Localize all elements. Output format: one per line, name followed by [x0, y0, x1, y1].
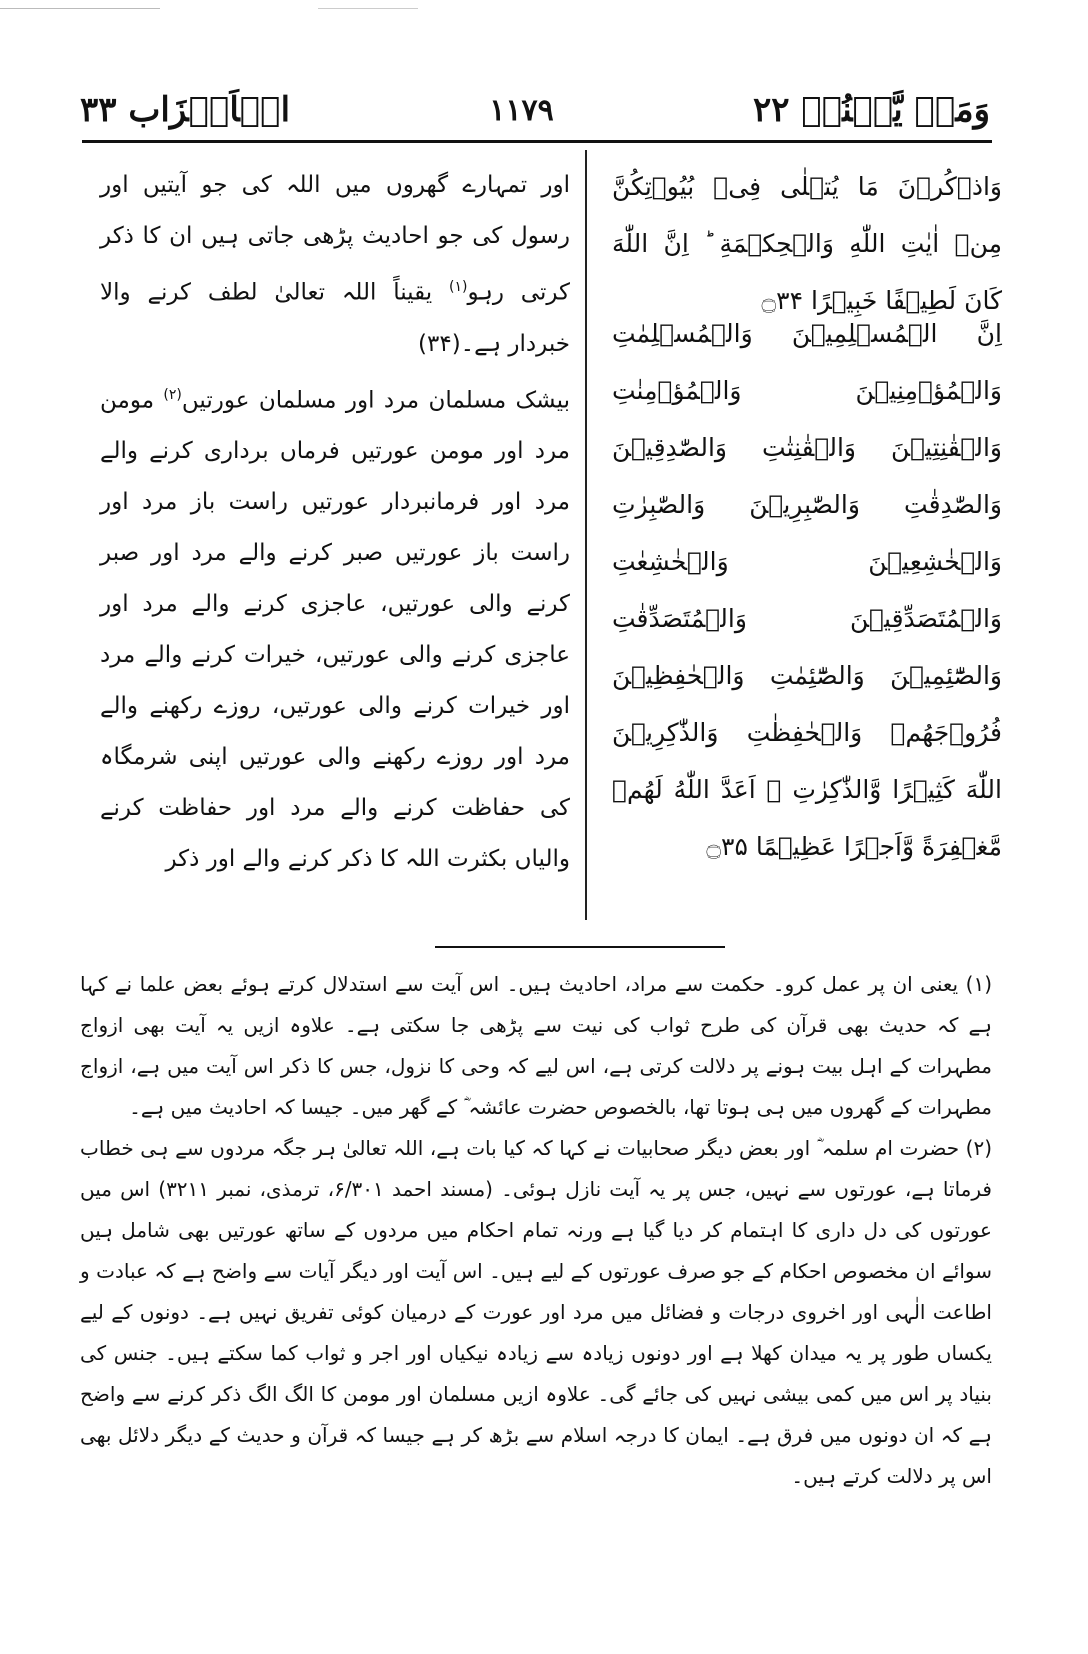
- urdu-translation: [100, 160, 570, 885]
- footnotes: [80, 964, 992, 1497]
- page-number: ۱۱۷۹: [489, 92, 554, 128]
- footnote-marker-1: (۱): [449, 279, 468, 295]
- urdu-35-part-b: مومن مرد اور مومن عورتیں فرماں برداری کرنے والے مرد اور فرمانبردار عورتیں راست باز مرد اور راست باز عورتیں صبر کرنے والے مرد اور صبر کرنے والی عورتیں، عاجزی کرنے والے مرد اور عاجزی کرنے والی عورتیں، خیرات کرنے والے مرد اور خیرات کرنے والی عورتیں، روزے رکھنے والے مرد اور روزے رکھنے والی عورتیں اپنی شرمگاہ کی حفاظت کرنے والے مرد اور حفاظت کرنے والیاں بکثرت اللہ کا ذکر کرنے والے اور ذکر: [100, 387, 570, 873]
- arabic-verse-34-text: وَاذۡكُرۡنَ مَا يُتۡلٰى فِىۡ بُيُوۡتِكُنَّ مِنۡ اٰيٰتِ اللّٰهِ وَالۡحِكۡمَةِ ؕ اِنَّ اللّٰهَ كَانَ لَطِيۡفًا خَبِيۡرًا ۝۳۴: [612, 172, 1002, 315]
- column-divider: [585, 150, 587, 920]
- footnote-rule: [435, 946, 725, 948]
- top-rule-center: [318, 8, 418, 9]
- arabic-verse-34: [612, 158, 1002, 329]
- header-rule: [82, 140, 992, 143]
- footnote-marker-2: (۲): [163, 386, 182, 403]
- urdu-34-part-a: اور تمہارے گھروں میں اللہ کی جو آیتیں اور رسول کی جو احادیث پڑھی جاتی ہیں ان کا ذکر کرتی رہو: [100, 172, 570, 306]
- footnote-1: (۱) یعنی ان پر عمل کرو۔ حکمت سے مراد، احادیث ہیں۔ اس آیت سے استدلال کرتے ہوئے بعض علما نے کہا ہے کہ حدیث بھی قرآن کی طرح ثواب کی نیت سے پڑھی جا سکتی ہے۔ علاوہ ازیں یہ آیت بھی ازواج مطہرات کے اہل بیت ہونے پر دلالت کرتی ہے، اس لیے کہ وحی کا نزول، جس کا ذکر اس آیت میں ہے، ازواج مطہرات کے گھروں میں ہی ہوتا تھا، بالخصوص حضرت عائشہ ؓ کے گھر میں۔ جیسا کہ احادیث میں ہے۔: [80, 972, 992, 1119]
- footnote-2: (۲) حضرت ام سلمہ ؓ اور بعض دیگر صحابیات نے کہا کہ کیا بات ہے، اللہ تعالیٰ ہر جگہ مردوں سے ہی خطاب فرماتا ہے، عورتوں سے نہیں، جس پر یہ آیت نازل ہوئی۔ (مسند احمد ۶/۳۰۱، ترمذی، نمبر ۳۲۱۱) اس میں عورتوں کی دل داری کا اہتمام کر دیا گیا ہے ورنہ تمام احکام میں مردوں کے ساتھ عورتیں بھی شامل ہیں سوائے ان مخصوص احکام کے جو صرف عورتوں کے لیے ہیں۔ اس آیت اور دیگر آیات سے واضح ہے کہ عبادت و اطاعت الٰہی اور اخروی درجات و فضائل میں مرد اور عورت کے درمیان کوئی تفریق نہیں ہے۔ دونوں کے لیے یکساں طور پر یہ میدان کھلا ہے اور دونوں زیادہ سے زیادہ نیکیاں اور اجر و ثواب کما سکتے ہیں۔ جنس کی بنیاد پر اس میں کمی بیشی نہیں کی جائے گی۔ علاوہ ازیں مسلمان اور مومن کا الگ الگ ذکر کرنے سے واضح ہے کہ ان دونوں میں فرق ہے۔ ایمان کا درجہ اسلام سے بڑھ کر ہے جیسا کہ قرآن و حدیث کے دیگر دلائل بھی اس پر دلالت کرتے ہیں۔: [80, 1136, 992, 1488]
- surah-title: الۡاَحۡزَاب ۳۳: [80, 90, 291, 130]
- urdu-35-part-a: بیشک مسلمان مرد اور مسلمان عورتیں: [181, 387, 570, 414]
- urdu-34-part-b: یقیناً اللہ تعالیٰ لطف کرنے والا خبردار ہے۔(۳۴): [100, 279, 570, 357]
- urdu-translation-34: [100, 160, 570, 370]
- arabic-verse-35-text: اِنَّ الۡمُسۡلِمِيۡنَ وَالۡمُسۡلِمٰتِ وَالۡمُؤۡمِنِيۡنَ وَالۡمُؤۡمِنٰتِ وَالۡقٰنِتِيۡنَ وَالۡقٰنِتٰتِ وَالصّٰدِقِيۡنَ وَالصّٰدِقٰتِ وَالصّٰبِرِيۡنَ وَالصّٰبِرٰتِ وَالۡخٰشِعِيۡنَ وَالۡخٰشِعٰتِ وَالۡمُتَصَدِّقِيۡنَ وَالۡمُتَصَدِّقٰتِ وَالصّٰٓئِمِيۡنَ وَالصّٰٓئِمٰتِ وَالۡحٰفِظِيۡنَ فُرُوۡجَهُمۡ وَالۡحٰفِظٰتِ وَالذّٰكِرِيۡنَ اللّٰهَ كَثِيۡرًا وَّالذّٰكِرٰتِ ۙ اَعَدَّ اللّٰهُ لَهُمۡ مَّغۡفِرَةً وَّاَجۡرًا عَظِيۡمًا ۝۳۵: [612, 319, 1002, 861]
- page-header: [80, 80, 990, 140]
- urdu-translation-35: [100, 370, 570, 886]
- juz-title: وَمَنۡ یَّقۡنُتۡ ۲۲: [753, 90, 990, 130]
- arabic-verse-35: [612, 305, 1002, 875]
- top-rule-left: [0, 8, 160, 9]
